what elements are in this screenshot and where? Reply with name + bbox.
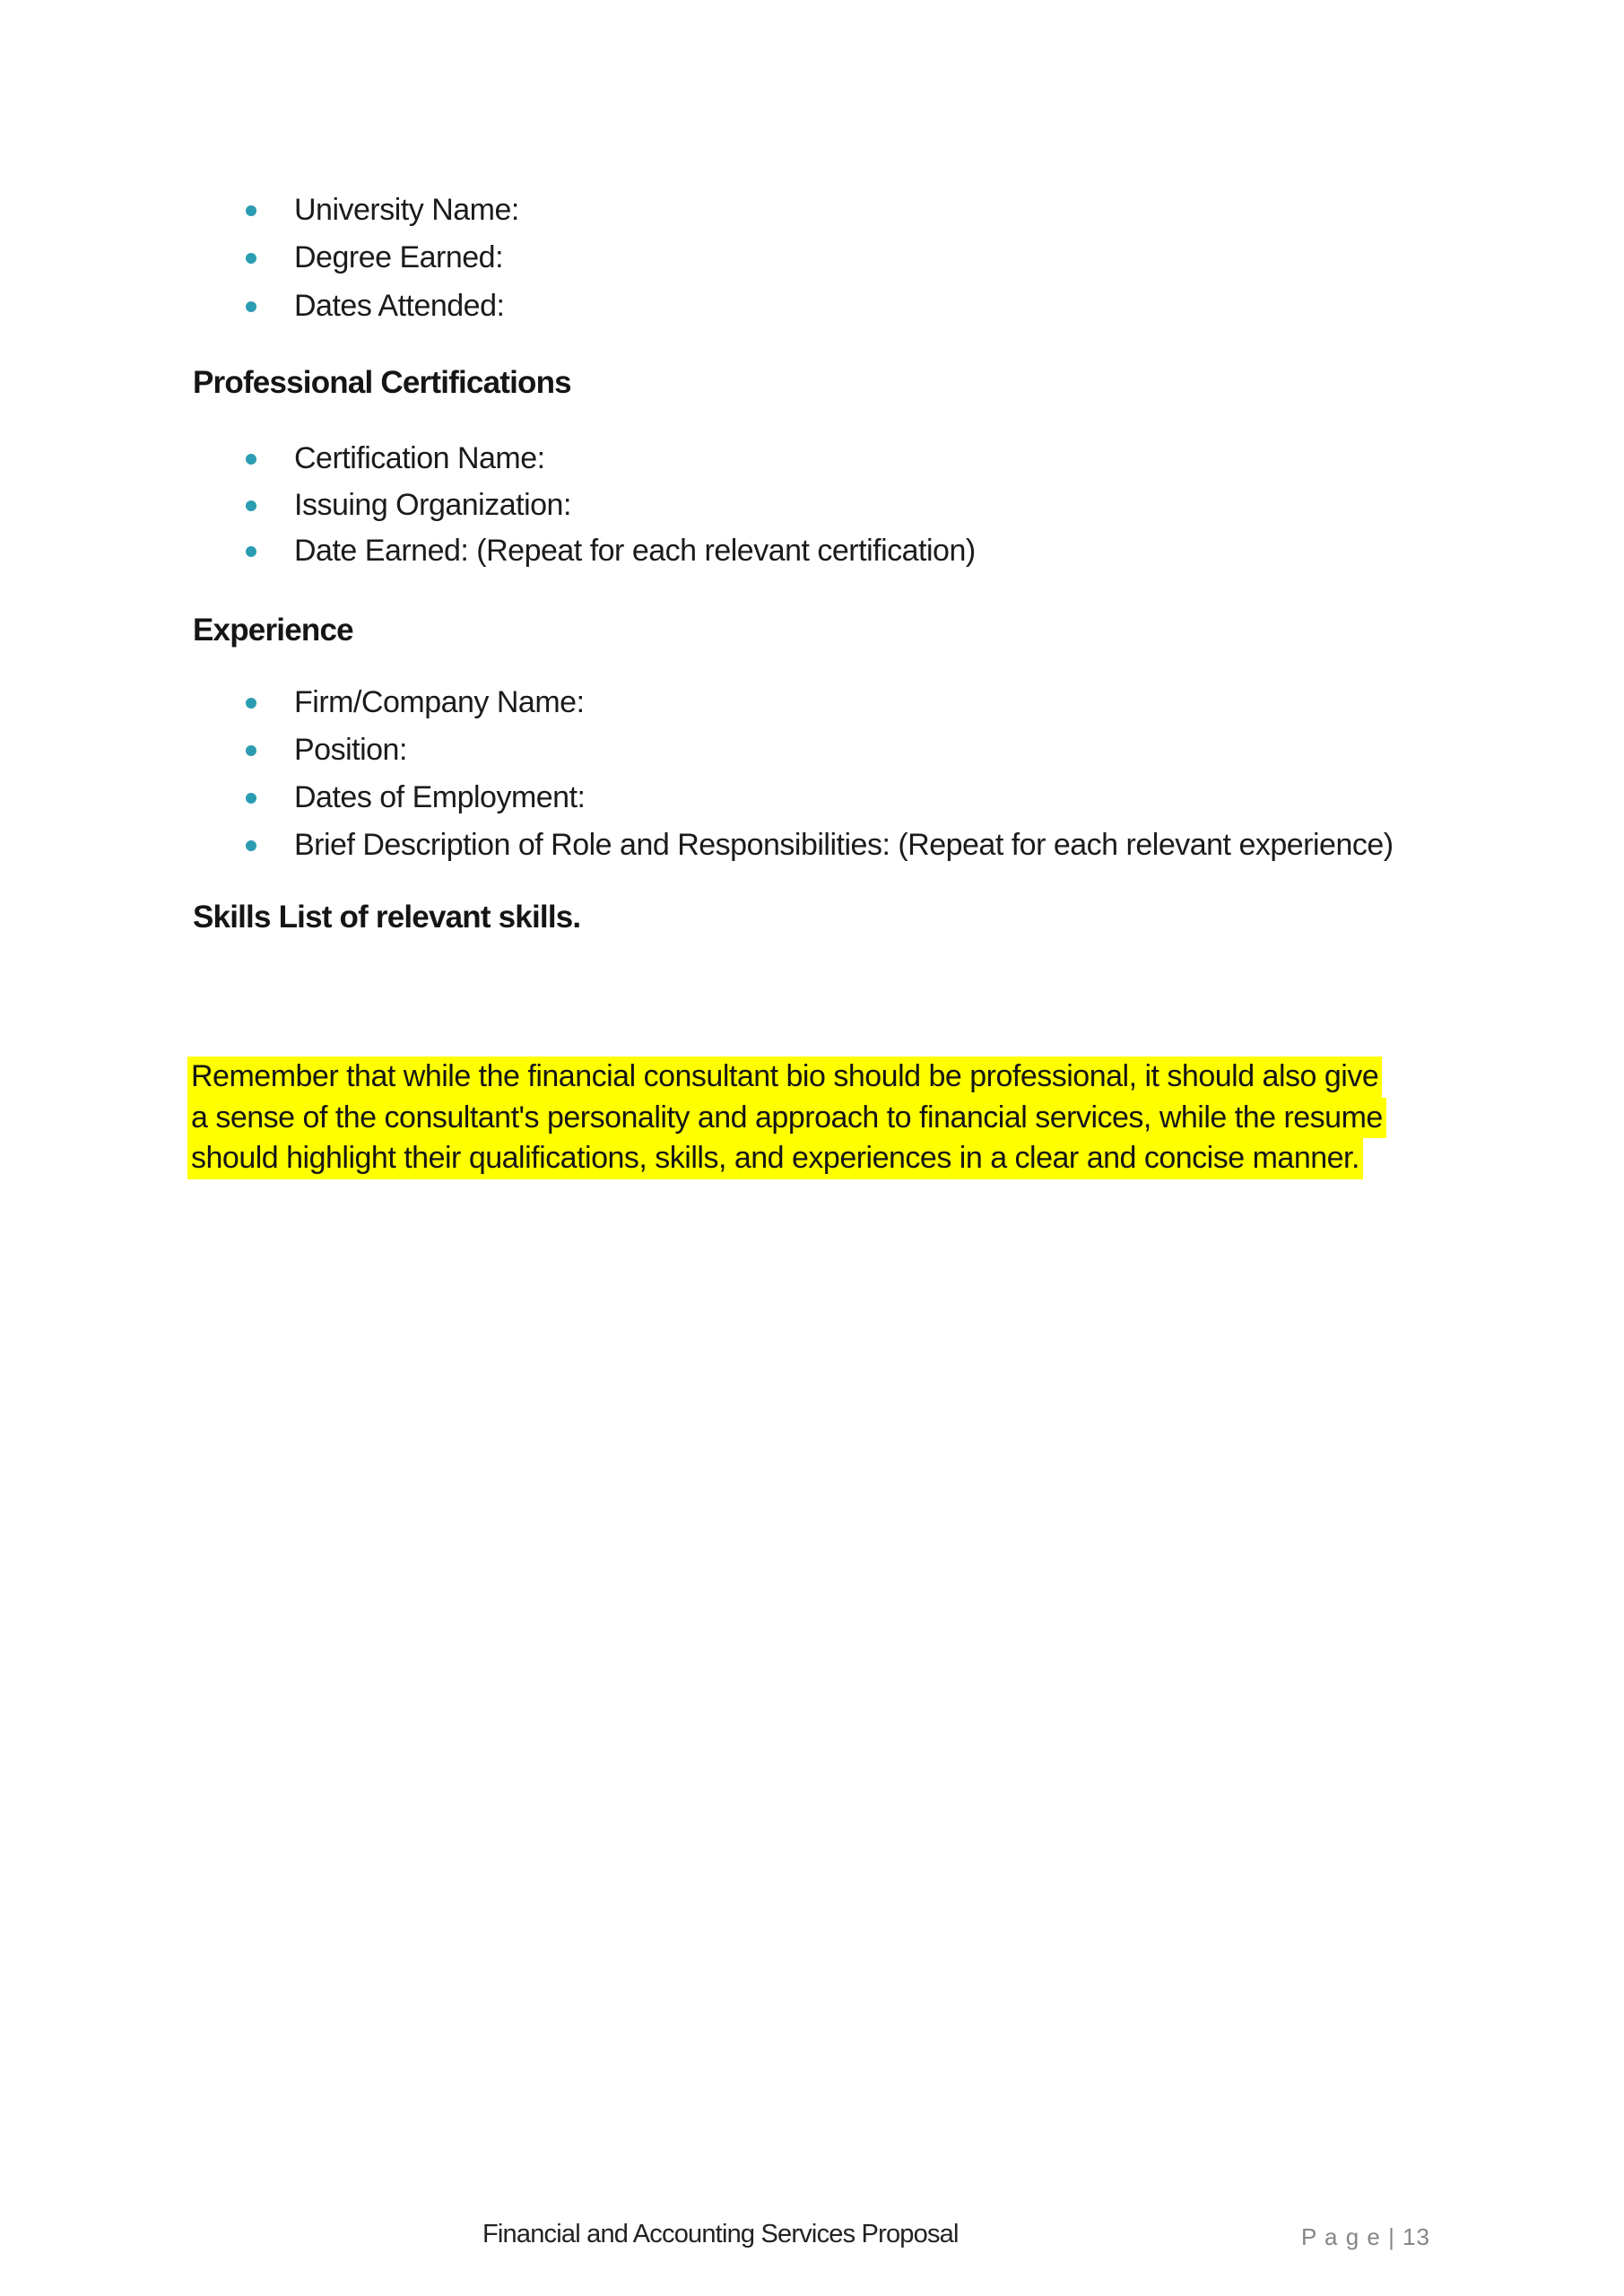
highlight-text: Remember that while the financial consultant bio should be professional, it should also give	[187, 1057, 1382, 1098]
highlighted-note-line	[187, 1098, 1386, 1139]
list-item-issuing-organization: Issuing Organization:	[294, 488, 571, 522]
footer-page-number: P a g e | 13	[1300, 2223, 1430, 2250]
list-item-firm-company-name: Firm/Company Name:	[294, 685, 585, 719]
list-item-dates-attended: Dates Attended:	[294, 289, 505, 323]
highlighted-note-line	[187, 1138, 1386, 1179]
footer-document-title: Financial and Accounting Services Proposal	[482, 2220, 959, 2248]
list-item-brief-description: Brief Description of Role and Responsibilities: (Repeat for each relevant experience)	[294, 828, 1394, 862]
list-item-date-earned: Date Earned: (Repeat for each relevant certification)	[294, 534, 976, 568]
list-item-university-name: University Name:	[294, 193, 519, 227]
highlighted-note-line	[187, 1057, 1386, 1098]
section-heading-skills: Skills List of relevant skills.	[193, 900, 581, 935]
section-heading-professional-certifications: Professional Certifications	[193, 365, 571, 400]
highlight-text: a sense of the consultant's personality and approach to financial services, while the resume	[187, 1098, 1386, 1139]
list-item-dates-of-employment: Dates of Employment:	[294, 780, 586, 814]
highlighted-note	[187, 1057, 1386, 1179]
list-item-degree-earned: Degree Earned:	[294, 240, 504, 274]
highlight-text: should highlight their qualifications, skills, and experiences in a clear and concise manner.	[187, 1138, 1363, 1179]
list-item-certification-name: Certification Name:	[294, 441, 545, 475]
list-item-position: Position:	[294, 733, 407, 767]
section-heading-experience: Experience	[193, 613, 353, 648]
